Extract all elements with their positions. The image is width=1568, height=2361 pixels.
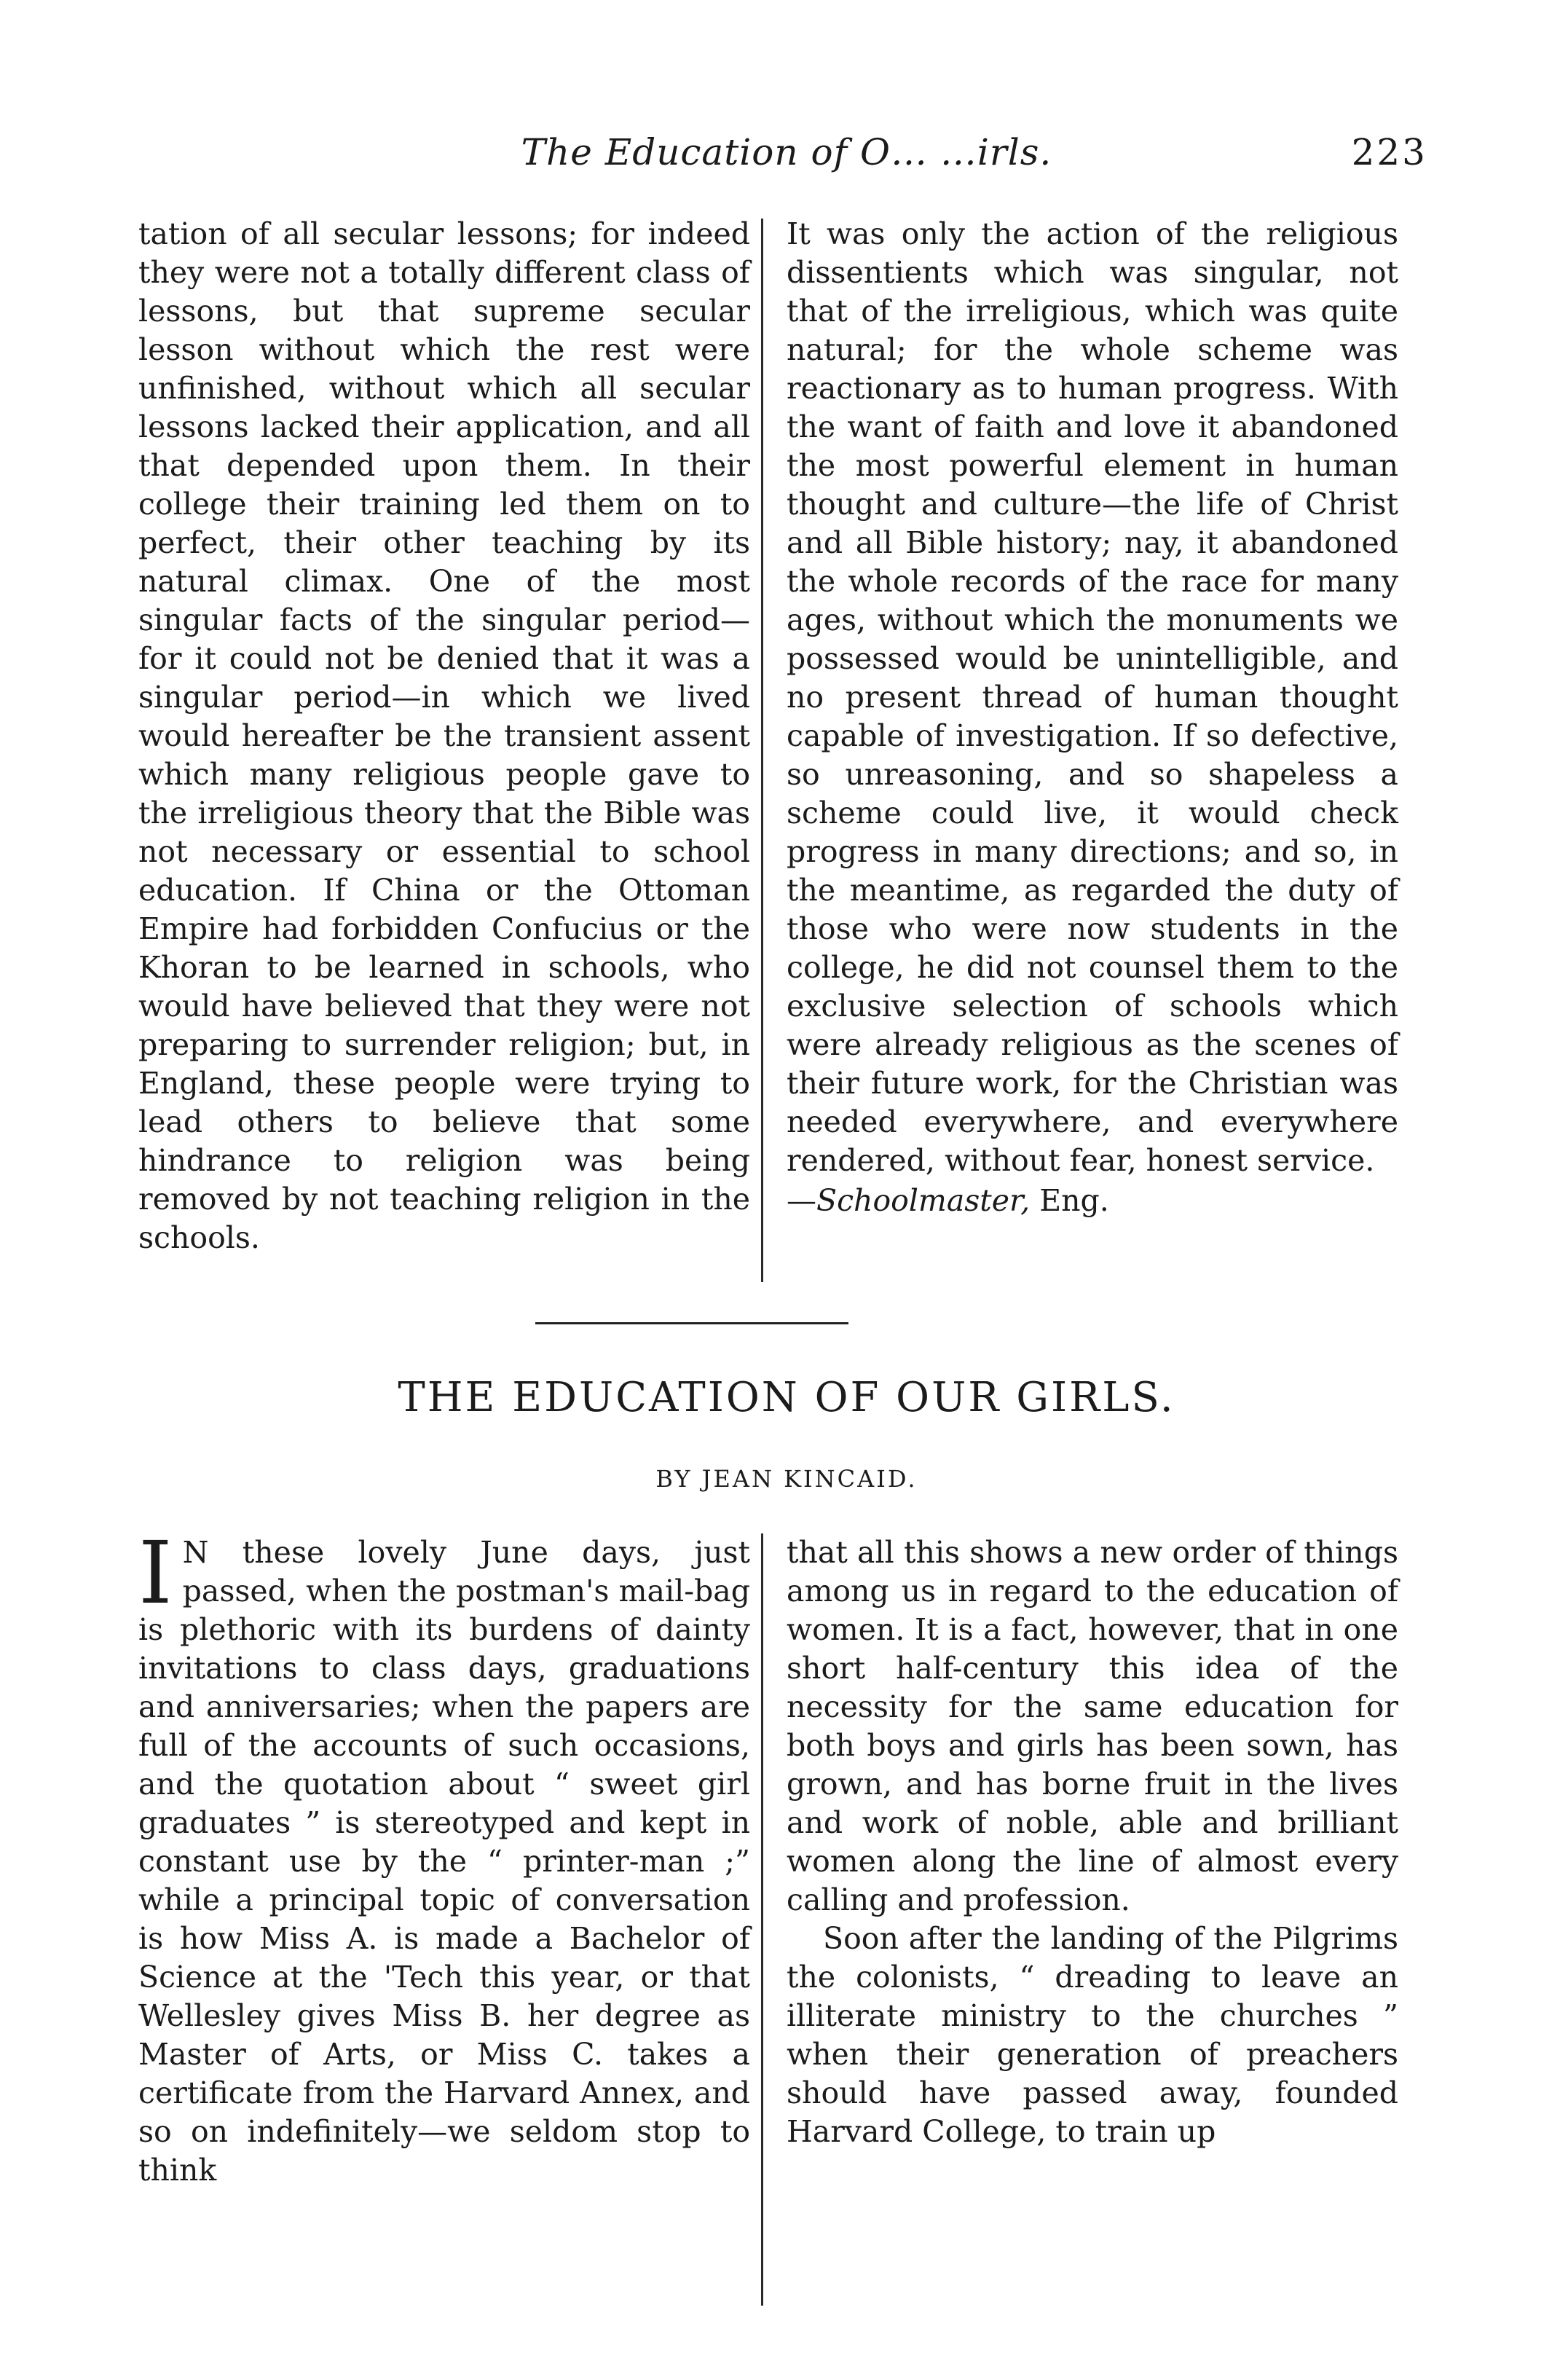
source-dash: — <box>787 1183 816 1218</box>
page-number: 223 <box>1351 131 1427 173</box>
article-left-column <box>138 1523 750 2190</box>
section-separator <box>535 1322 848 1324</box>
running-head <box>138 130 1435 181</box>
source-name: Schoolmaster, <box>816 1183 1031 1218</box>
article-paragraph: Soon after the landing of the Pilgrims the colonists, “ dreading to leave an illiterate ministry to the churches ” when their generation of preachers should have passed away, founded Harvard College, to train up <box>787 1921 1398 2149</box>
article-opening-text: N these lovely June days, just passed, when the postman's mail-bag is plethoric with its burdens of dainty invitations to class days, graduations and anniversaries; when the papers are full of the accounts of such occasions, and the quotation about “ sweet girl graduates ” is stereotyped and kept in constant use by the “ printer-man ;” while a principal topic of conversation is how Miss A. is made a Bachelor of Science at the 'Tech this year, or that Wellesley gives Miss B. her degree as Master of Arts, or Miss C. takes a certificate from the Harvard Annex, and so on indefinitely—we seldom stop to think <box>138 1535 750 2188</box>
article-title: THE EDUCATION OF OUR GIRLS. <box>398 1374 1175 1421</box>
previous-article-right-body: It was only the action of the religious dissentients which was singular, not that of the irreligious, which was quite natural; for the whole scheme was reactionary as to human progress. With the want of faith and love it abandoned the most powerful element in human thought and culture—the life of Christ and all Bible history; nay, it abandoned the whole records of the race for many ages, without which the monuments we possessed would be unintelligible, and no present thread of human thought capable of investigation. If so defective, so unreasoning, and so shapeless a scheme could live, it would check progress in many directions; and so, in the meantime, as regarded the duty of those who were now students in the college, he did not counsel them to the exclusive selection of schools which were already religious as the scenes of their future work, for the Christian was needed everywhere, and everywhere rendered, without fear, honest service. <box>787 216 1398 1178</box>
previous-article-right-text <box>787 215 1398 1220</box>
source-place: Eng. <box>1030 1183 1109 1218</box>
column-divider <box>761 1533 763 2306</box>
previous-article-left-text: tation of all secular lessons; for indeed they were not a totally different class of lessons, but that supreme secular lesson without which the rest were unfinished, without which all secular lessons lacked their application, and all that depended upon them. In their college their training led them on to perfect, their other teaching by its natural climax. One of the most singular facts of the singular period—for it could not be denied that it was a singular period—in which we lived would hereafter be the transient assent which many religious people gave to the irreligious theory that the Bible was not necessary or essential to school education. If China or the Ottoman Empire had forbidden Confucius or the Khoran to be learned in schools, who would have believed that they were not preparing to surrender religion; but, in England, these people were trying to lead others to believe that some hindrance to religion was being removed by not teaching religion in the schools. <box>138 216 750 1255</box>
article-byline: BY JEAN KINCAID. <box>655 1465 918 1493</box>
previous-article-right-column <box>787 215 1398 1220</box>
drop-cap: I <box>138 1523 173 1623</box>
article-right-column <box>787 1533 1398 2151</box>
article-opening-paragraph <box>138 1523 750 2190</box>
previous-article-left-column <box>138 215 750 1257</box>
column-divider <box>761 219 763 1282</box>
article-paragraph-continued: that all this shows a new order of things among us in regard to the education of women. It is a fact, however, that in one short half-century this idea of the necessity for the same education for both boys and girls has been sown, has grown, and has borne fruit in the lives and work of noble, able and brilliant women along the line of almost every calling and profession. <box>787 1535 1398 1917</box>
running-title: The Education of O… …irls. <box>521 131 1052 173</box>
source-credit <box>787 1182 1398 1220</box>
